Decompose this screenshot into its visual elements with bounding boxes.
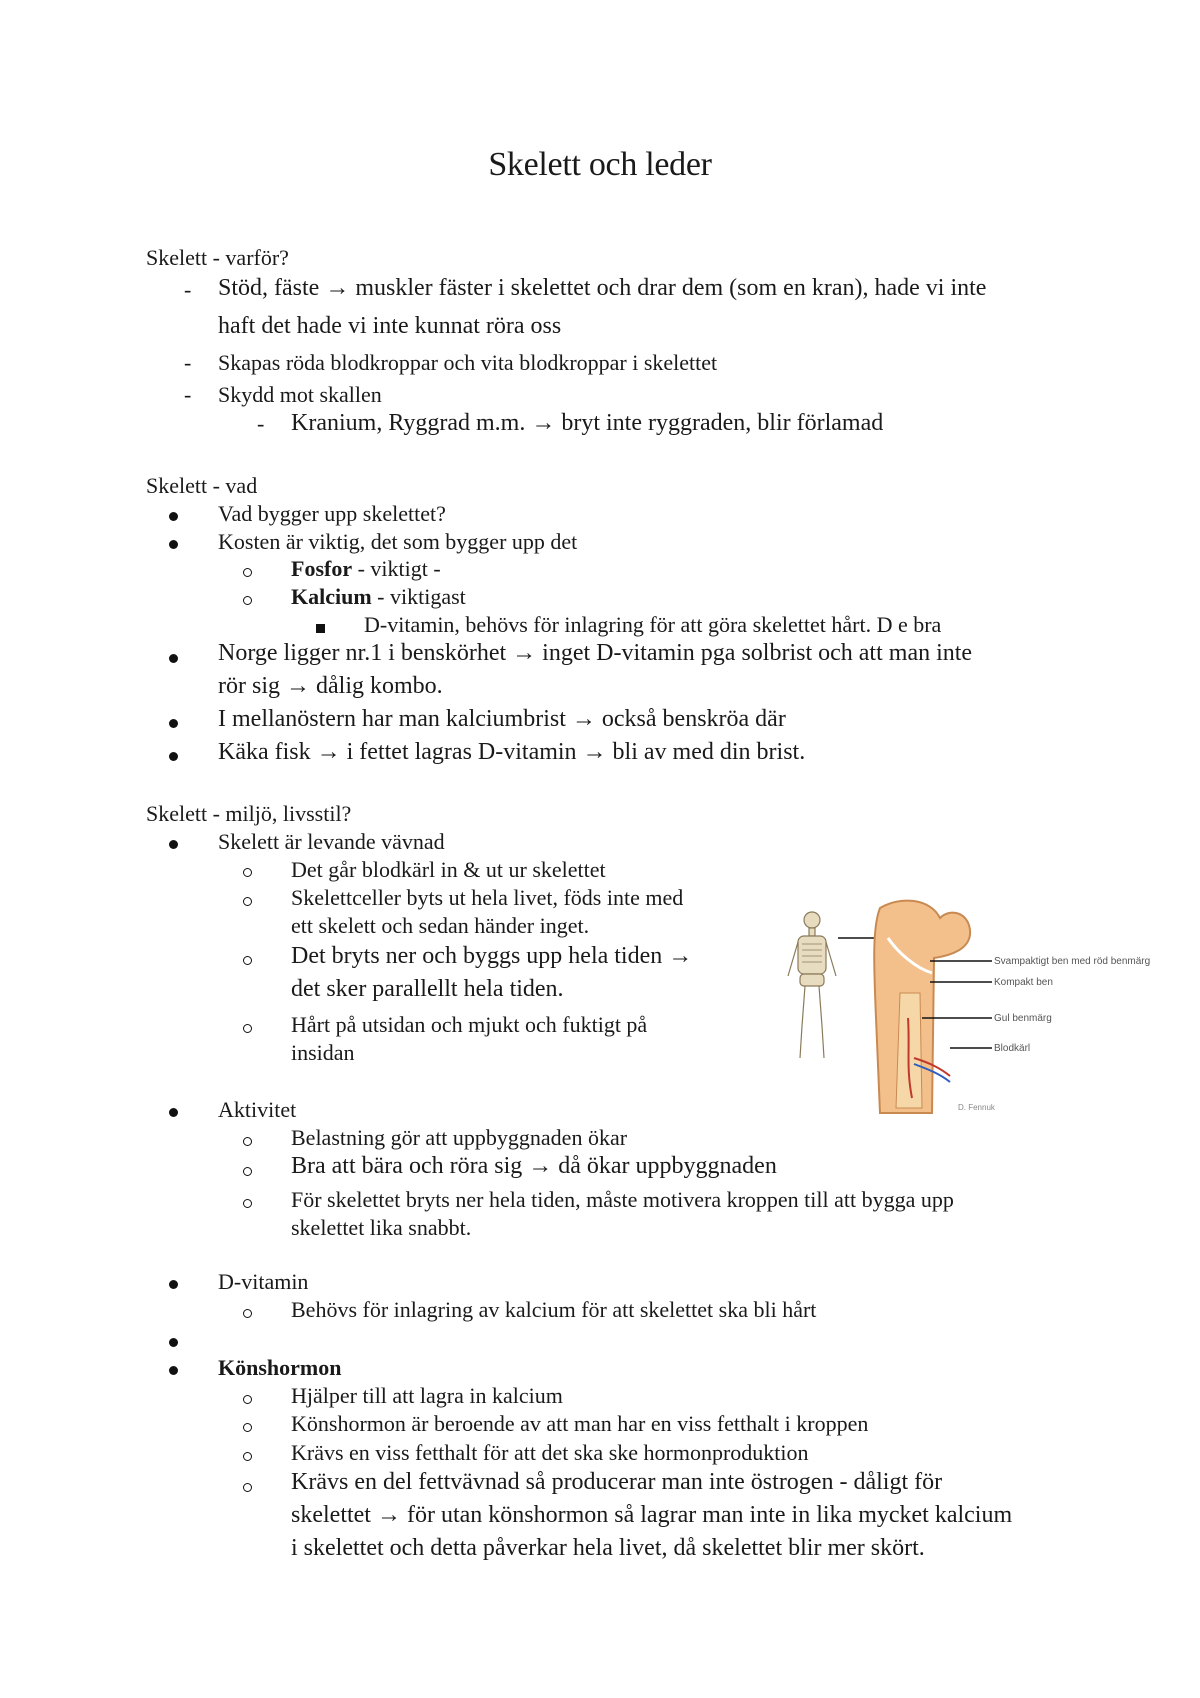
list-item-continuation: rör sig → dålig kombo. bbox=[218, 673, 443, 699]
list-item-sub: För skelettet bryts ner hela tiden, måste motivera kroppen till att bygga upp bbox=[291, 1187, 954, 1212]
list-item bbox=[218, 1354, 341, 1382]
list-item-sub: Behövs för inlagring av kalcium för att skelettet ska bli hårt bbox=[291, 1297, 817, 1322]
page-title: Skelett och leder bbox=[488, 146, 712, 183]
list-item: Kosten är viktig, det som bygger upp det bbox=[218, 529, 578, 554]
circle-marker bbox=[243, 1125, 252, 1153]
list-item: Stöd, fäste → muskler fäster i skelettet och drar dem (som en kran), hade vi inte bbox=[218, 275, 987, 301]
list-item: Vad bygger upp skelettet? bbox=[218, 501, 446, 526]
figure-label: Gul benmärg bbox=[994, 1013, 1052, 1024]
circle-marker bbox=[243, 1471, 252, 1499]
bullet-marker bbox=[169, 1096, 178, 1124]
circle-marker bbox=[243, 1187, 252, 1215]
circle-marker bbox=[243, 944, 252, 972]
list-item-sub: Kranium, Ryggrad m.m. → bryt inte ryggraden, blir förlamad bbox=[291, 410, 884, 436]
bone-figure bbox=[780, 898, 1160, 1120]
circle-marker bbox=[243, 856, 252, 884]
circle-marker bbox=[243, 885, 252, 913]
list-item-sub: Könshormon är beroende av att man har en viss fetthalt i kroppen bbox=[291, 1411, 869, 1436]
bullet-marker bbox=[169, 1268, 178, 1296]
figure-credit: D. Fennuk bbox=[958, 1103, 995, 1112]
list-item: Skapas röda blodkroppar och vita blodkroppar i skelettet bbox=[218, 350, 718, 375]
list-item: Norge ligger nr.1 i benskörhet → inget D-vitamin pga solbrist och att man inte bbox=[218, 640, 973, 666]
skeleton-illustration bbox=[788, 912, 836, 1058]
section-heading-miljo: Skelett - miljö, livsstil? bbox=[146, 801, 352, 826]
bold-term: Könshormon bbox=[218, 1355, 342, 1380]
list-item-sub: Krävs en viss fetthalt för att det ska ske hormonproduktion bbox=[291, 1440, 809, 1465]
list-item: I mellanöstern har man kalciumbrist → också benskröa där bbox=[218, 706, 786, 732]
circle-marker bbox=[243, 584, 252, 612]
list-item-sub: Belastning gör att uppbyggnaden ökar bbox=[291, 1125, 628, 1150]
list-item-sub: Hjälper till att lagra in kalcium bbox=[291, 1383, 563, 1408]
term-rest: - viktigast bbox=[371, 584, 466, 609]
bullet-marker bbox=[169, 1354, 178, 1382]
list-item-sub: Skelettceller byts ut hela livet, föds inte med bbox=[291, 885, 684, 910]
bold-term: Kalcium bbox=[291, 584, 372, 609]
list-item-continuation: insidan bbox=[291, 1040, 355, 1065]
figure-label: Kompakt ben bbox=[994, 977, 1053, 988]
list-item-sub: Krävs en del fettvävnad så producerar man inte östrogen - dåligt för bbox=[291, 1469, 943, 1495]
list-item-continuation: skelettet → för utan könshormon så lagrar man inte in lika mycket kalcium bbox=[291, 1502, 1013, 1528]
dash-marker: - bbox=[257, 411, 265, 436]
list-item-continuation: i skelettet och detta påverkar hela livet, då skelettet blir mer skört. bbox=[291, 1535, 925, 1561]
list-item: Skydd mot skallen bbox=[218, 382, 382, 407]
circle-marker bbox=[243, 1411, 252, 1439]
circle-marker bbox=[243, 556, 252, 584]
section-heading-vad: Skelett - vad bbox=[146, 473, 258, 498]
dash-marker: - bbox=[184, 350, 192, 375]
circle-marker bbox=[243, 1155, 252, 1183]
list-item: Aktivitet bbox=[218, 1097, 297, 1122]
figure-label: Blodkärl bbox=[994, 1043, 1031, 1054]
femur-illustration bbox=[874, 901, 970, 1113]
list-item: Skelett är levande vävnad bbox=[218, 829, 445, 854]
list-item-subsub: D-vitamin, behövs för inlagring för att göra skelettet hårt. D e bra bbox=[364, 612, 942, 637]
circle-marker bbox=[243, 1012, 252, 1040]
figure-label: Svampaktigt ben med röd benmärg bbox=[994, 956, 1151, 967]
term-rest: - viktigt - bbox=[352, 556, 441, 581]
section-heading-varfor: Skelett - varför? bbox=[146, 245, 289, 270]
dash-marker: - bbox=[184, 382, 192, 407]
bullet-marker bbox=[169, 528, 178, 556]
square-marker bbox=[316, 612, 325, 640]
bullet-marker bbox=[169, 707, 178, 735]
list-item-continuation: haft det hade vi inte kunnat röra oss bbox=[218, 313, 562, 339]
list-item-sub bbox=[291, 583, 466, 611]
list-item-sub: Hårt på utsidan och mjukt och fuktigt på bbox=[291, 1012, 648, 1037]
bullet-marker bbox=[169, 642, 178, 670]
list-item-sub bbox=[291, 555, 441, 583]
dash-marker: - bbox=[184, 277, 192, 302]
circle-marker bbox=[243, 1297, 252, 1325]
list-item-continuation: skelettet lika snabbt. bbox=[291, 1215, 472, 1240]
list-item: Käka fisk → i fettet lagras D-vitamin → bli av med din brist. bbox=[218, 739, 806, 765]
list-item-sub: Det bryts ner och byggs upp hela tiden → bbox=[291, 943, 693, 969]
bullet-marker bbox=[169, 828, 178, 856]
bold-term: Fosfor bbox=[291, 556, 353, 581]
circle-marker bbox=[243, 1440, 252, 1468]
circle-marker bbox=[243, 1383, 252, 1411]
bullet-marker bbox=[169, 740, 178, 768]
list-item: D-vitamin bbox=[218, 1269, 309, 1294]
bullet-marker bbox=[169, 500, 178, 528]
list-item-continuation: ett skelett och sedan händer inget. bbox=[291, 913, 590, 938]
list-item-continuation: det sker parallellt hela tiden. bbox=[291, 976, 564, 1002]
list-item-sub: Det går blodkärl in & ut ur skelettet bbox=[291, 857, 606, 882]
bullet-marker bbox=[169, 1326, 178, 1354]
list-item-sub: Bra att bära och röra sig → då ökar uppbyggnaden bbox=[291, 1153, 777, 1179]
